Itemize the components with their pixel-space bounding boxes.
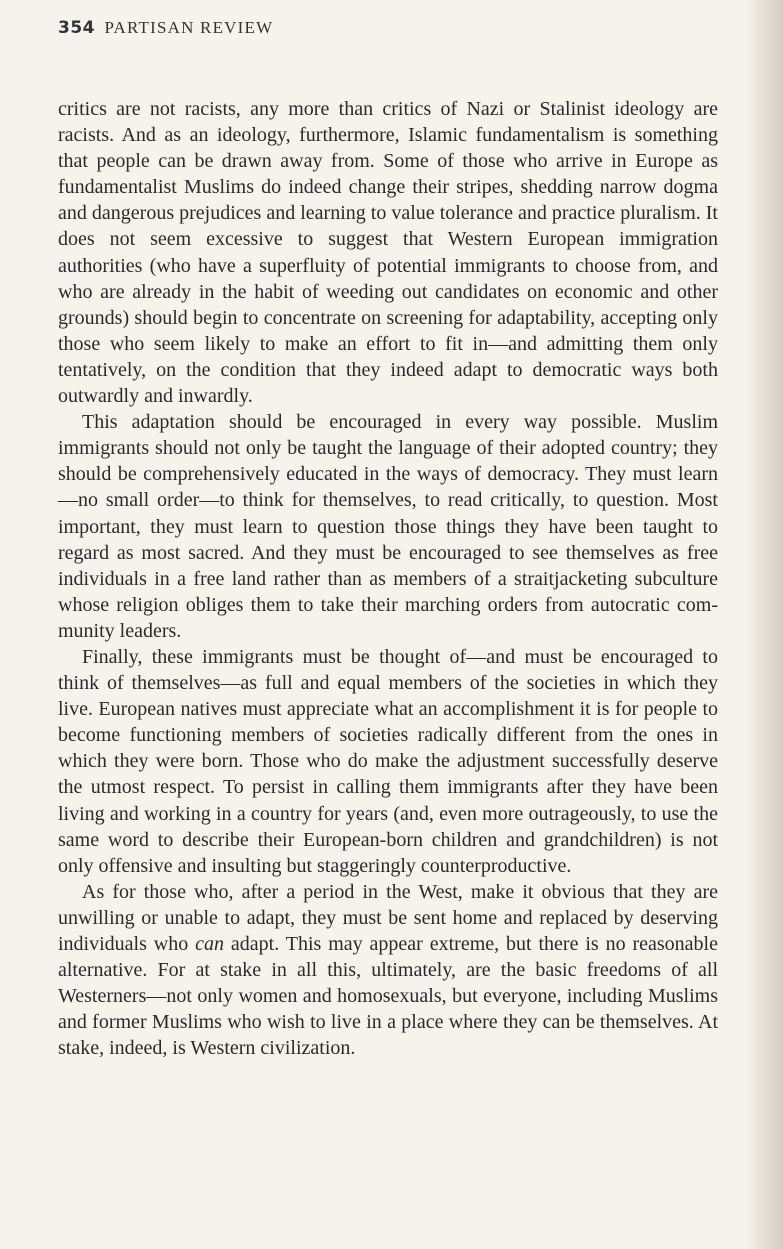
italic-emphasis: can xyxy=(195,933,225,955)
paragraph-text: This adaptation should be encouraged in every way possible. Muslim immigrants should not only be taught the language of their adopted country; they should be comprehensively educated in the ways of democracy. They must learn—no small order—to think for themselves, to read critically, to question. Most important, they must learn to question those things they have been taught to regard as most sacred. And they must be encouraged to see themselves as free individuals in a free land rather than as members of a straitjacketing subculture whose religion obliges them to take their marching orders from autocratic community leaders. xyxy=(58,411,718,642)
paragraph-3 xyxy=(58,644,718,879)
paragraph-1 xyxy=(58,96,718,409)
book-page xyxy=(58,12,718,1061)
page-number: 354 xyxy=(58,18,95,38)
paragraph-text: critics are not racists, any more than critics of Nazi or Stalinist ideology are racists. And as an ideology, furthermore, Islamic fundamentalism is something that people can be drawn away from. Some of those who arrive in Europe as fundamentalist Muslims do indeed change their stripes, shedding narrow dogma and dangerous prejudices and learning to value tolerance and practice pluralism. It does not seem excessive to suggest that Western European immigration authorities (who have a superfluity of potential immigrants to choose from, and who are already in the habit of weeding out candidates on economic and other grounds) should begin to concentrate on screening for adaptability, accepting only those who seem likely to make an effort to fit in—and admitting them only tentatively, on the condition that they indeed adapt to democratic ways both outwardly and inwardly. xyxy=(58,98,718,408)
body-text xyxy=(58,96,718,1061)
journal-title: PARTISAN REVIEW xyxy=(104,18,274,37)
paragraph-text: As for those who, after a period in the West, make it obvious that they are unwilling or unable to adapt, they must be sent home and replaced by deserving individuals who xyxy=(58,880,718,955)
paragraph-text: adapt. This may appear extreme, but there is no reasonable alternative. For at stake in all this, ultimately, are the basic freedoms of all Westerners—not only women and homosexuals, but everyone, including Muslims and former Muslims who wish to live in a place where they can be themselves. At stake, indeed, is Western civilization. xyxy=(58,933,718,1060)
page-gutter-shadow xyxy=(747,0,783,1249)
running-head xyxy=(58,12,718,44)
paragraph-2 xyxy=(58,409,718,644)
paragraph-text: Finally, these immigrants must be thought of—and must be encouraged to think of themselves—as full and equal members of the societies in which they live. European natives must appreciate what an accomplishment it is for people to become functioning members of societies radically different from the ones in which they were born. Those who do make the adjustment successfully deserve the utmost respect. To persist in calling them immigrants after they have been living and working in a country for years (and, even more outrageously, to use the same word to describe their European-born children and grandchildren) is not only offensive and insulting but staggeringly counterproductive. xyxy=(58,645,718,877)
paragraph-4 xyxy=(58,879,718,1062)
